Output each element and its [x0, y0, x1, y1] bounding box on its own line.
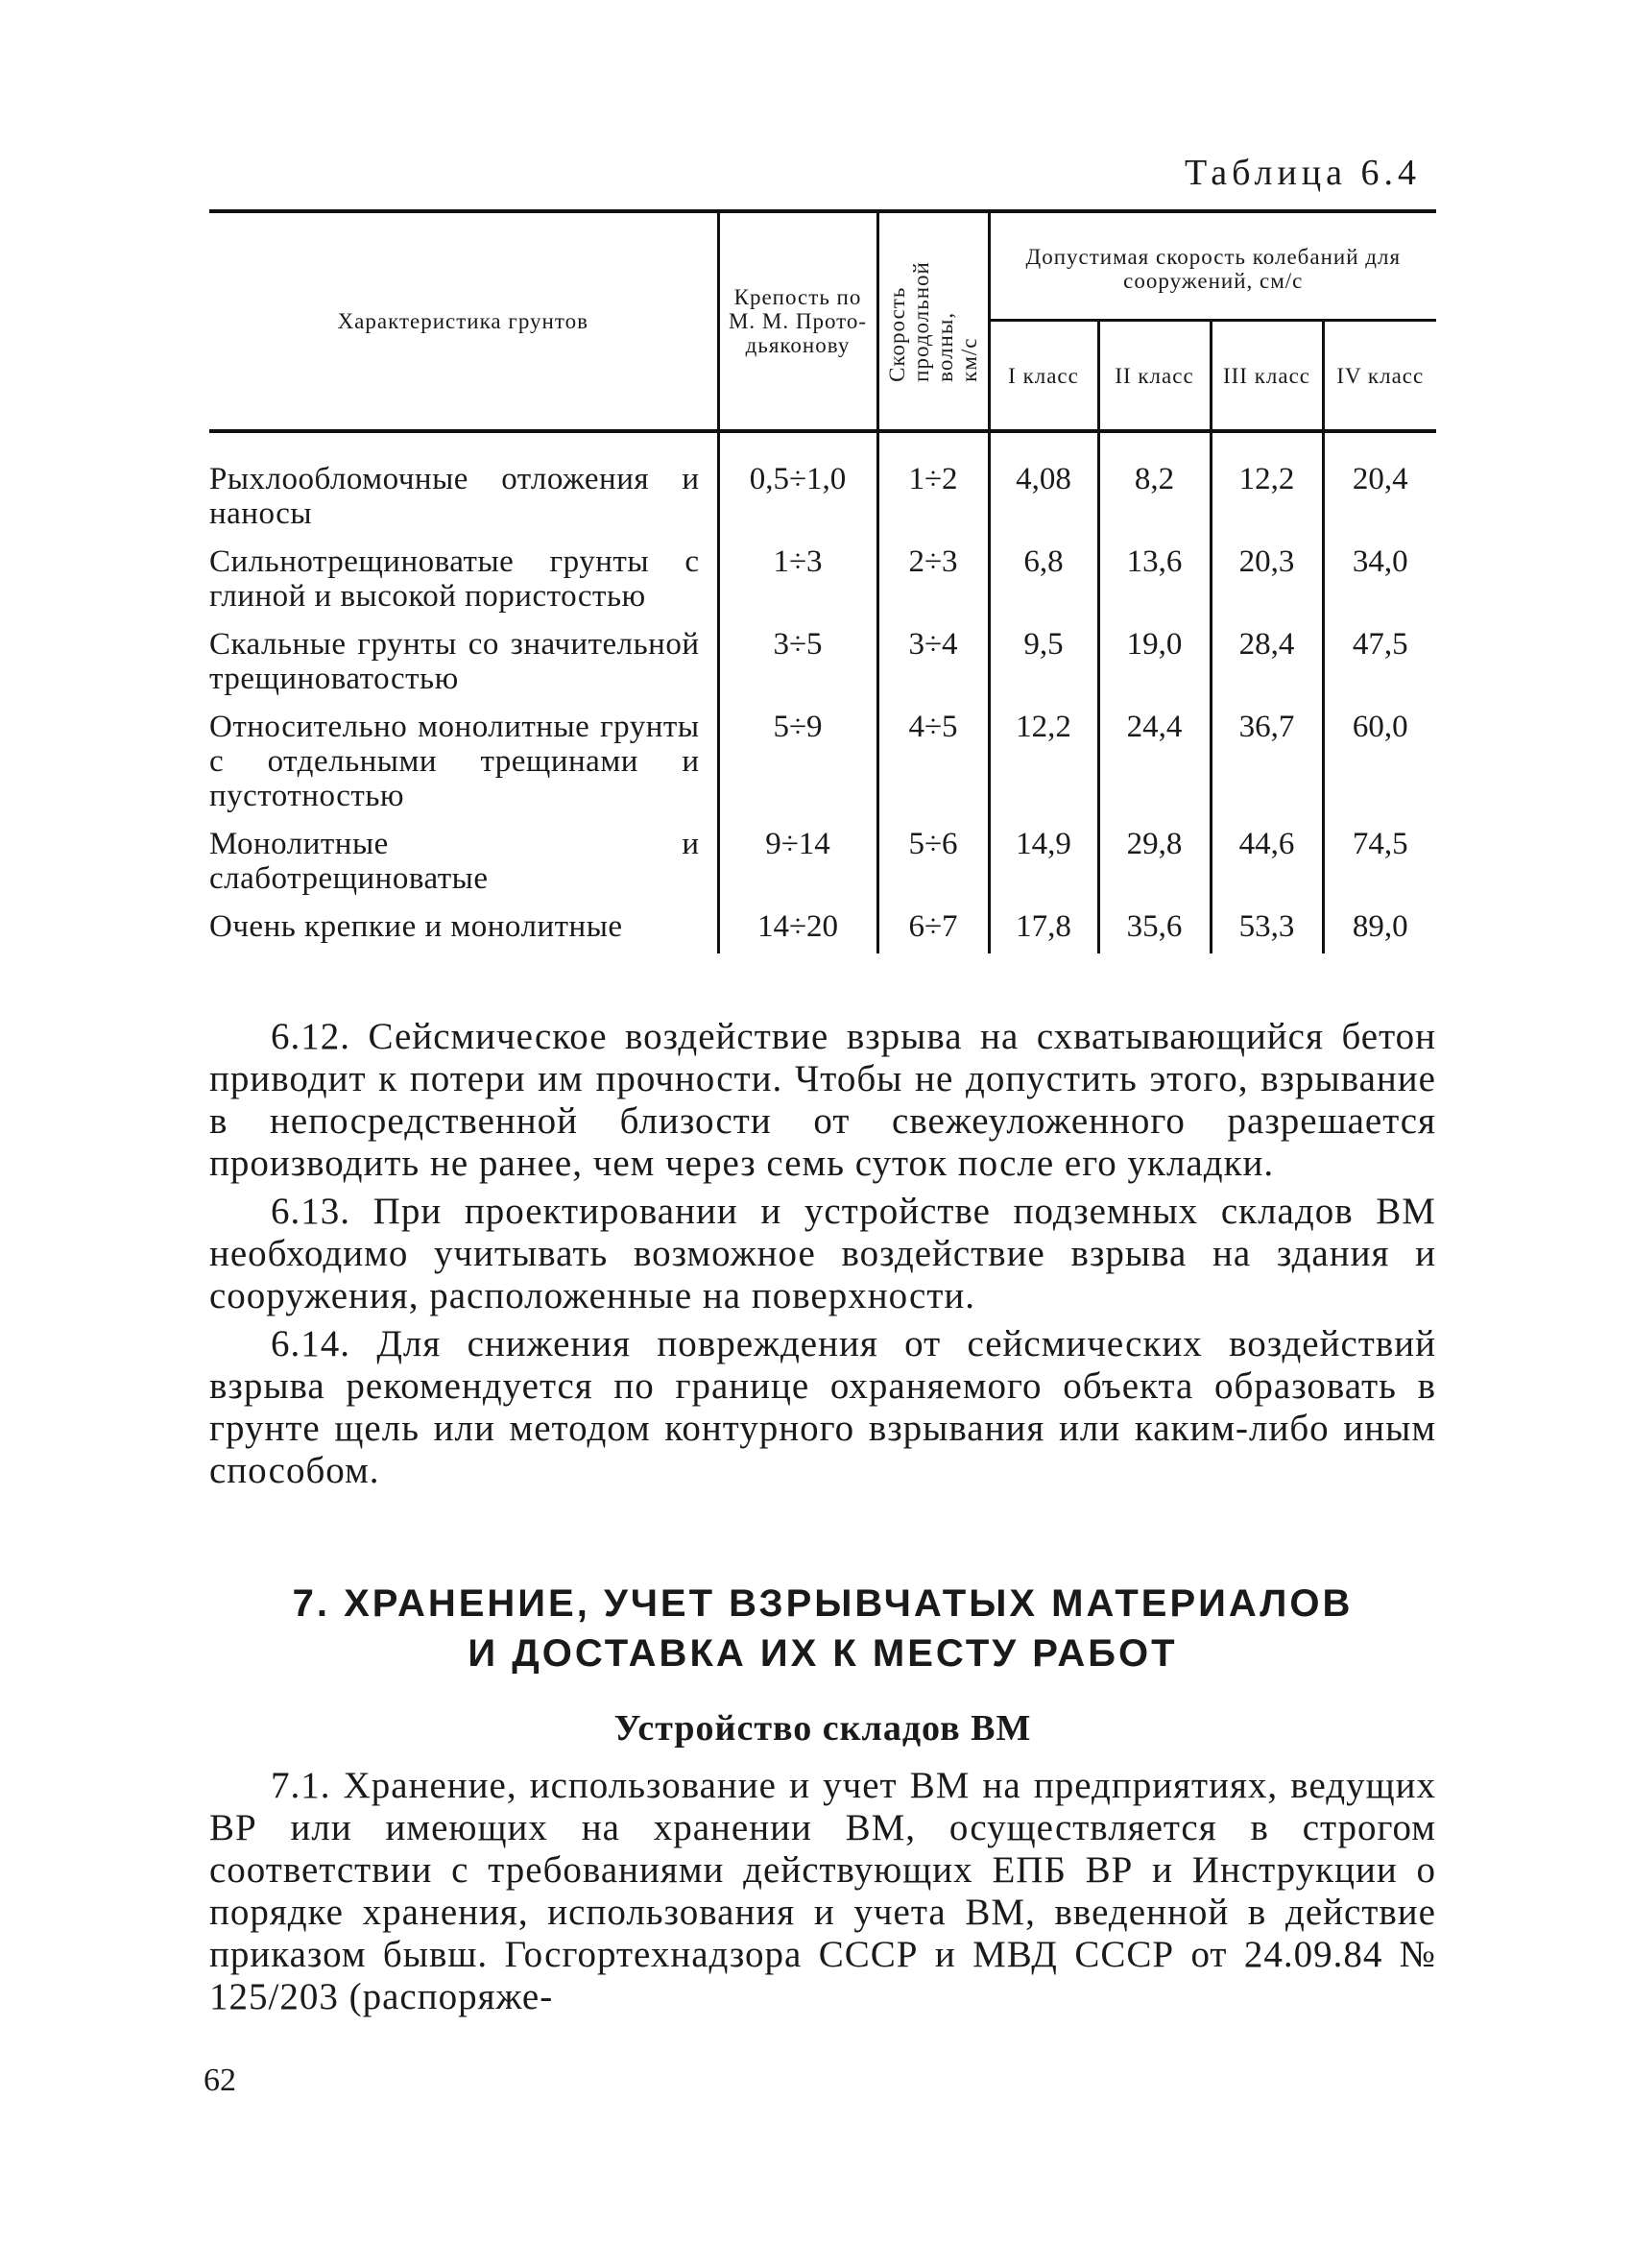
subsection-title: Устройство складов ВМ — [613, 1708, 1032, 1749]
cell-strength: 9÷14 — [718, 823, 877, 905]
cell-class-4: 34,0 — [1323, 541, 1436, 623]
cell-class-2: 13,6 — [1098, 541, 1211, 623]
header-strength: Крепость по М. М. Прото-дьяконову — [718, 211, 877, 431]
cell-class-2: 29,8 — [1098, 823, 1211, 905]
table-row — [209, 706, 1436, 823]
header-wave-speed-line-2: продольной — [909, 260, 934, 382]
header-wave-speed-line-3: волны, — [933, 311, 958, 382]
paragraphs-section-6 — [209, 1016, 1436, 1498]
section-title-line-1: 7. ХРАНЕНИЕ, УЧЕТ ВЗРЫВЧАТЫХ МАТЕРИАЛОВ — [292, 1582, 1354, 1625]
cell-class-2: 35,6 — [1098, 905, 1211, 953]
cell-speed: 1÷2 — [877, 431, 989, 541]
cell-description: Рыхлообломочные отложения и наносы — [209, 462, 700, 531]
cell-class-4: 74,5 — [1323, 823, 1436, 905]
header-permissible-speed: Допустимая скорость колебаний для сооружений, см/с — [989, 211, 1436, 321]
cell-class-3: 28,4 — [1211, 623, 1323, 706]
cell-class-1: 4,08 — [989, 431, 1098, 541]
cell-class-1: 9,5 — [989, 623, 1098, 706]
cell-class-1: 6,8 — [989, 541, 1098, 623]
section-title-line-2: И ДОСТАВКА ИХ К МЕСТУ РАБОТ — [468, 1632, 1178, 1675]
cell-class-3: 12,2 — [1211, 431, 1323, 541]
cell-strength: 5÷9 — [718, 706, 877, 823]
header-class-1: I класс — [989, 321, 1098, 432]
cell-class-1: 12,2 — [989, 706, 1098, 823]
header-class-2: II класс — [1098, 321, 1211, 432]
soil-vibration-table — [209, 209, 1436, 953]
cell-class-2: 8,2 — [1098, 431, 1211, 541]
cell-description: Скальные грунты со значительной трещиноватостью — [209, 627, 700, 696]
header-wave-speed-line-1: Скорость — [885, 286, 910, 382]
table-caption: Таблица 6.4 — [1184, 153, 1421, 193]
paragraph-6-12: 6.12. Сейсмическое воздействие взрыва на схватывающийся бетон приводит к потери им прочности. Чтобы не допустить этого, взрывание в непосредственной близости от свежеуложенного разрешается производить не ранее, чем через семь суток после его укладки. — [209, 1016, 1436, 1184]
cell-class-4: 60,0 — [1323, 706, 1436, 823]
paragraphs-section-7 — [209, 1765, 1436, 2024]
cell-class-3: 36,7 — [1211, 706, 1323, 823]
table-row — [209, 823, 1436, 905]
cell-strength: 3÷5 — [718, 623, 877, 706]
table-row — [209, 431, 1436, 541]
cell-strength: 1÷3 — [718, 541, 877, 623]
cell-class-4: 89,0 — [1323, 905, 1436, 953]
cell-class-3: 53,3 — [1211, 905, 1323, 953]
cell-class-1: 17,8 — [989, 905, 1098, 953]
cell-class-4: 47,5 — [1323, 623, 1436, 706]
cell-speed: 2÷3 — [877, 541, 989, 623]
header-wave-speed — [877, 211, 989, 431]
section-7-title — [209, 1579, 1436, 1678]
cell-class-3: 20,3 — [1211, 541, 1323, 623]
cell-description: Относительно монолитные грунты с отдельными трещинами и пустотностью — [209, 710, 700, 813]
cell-speed: 6÷7 — [877, 905, 989, 953]
cell-strength: 14÷20 — [718, 905, 877, 953]
cell-class-2: 19,0 — [1098, 623, 1211, 706]
cell-class-3: 44,6 — [1211, 823, 1323, 905]
header-characteristic: Характеристика грунтов — [337, 309, 588, 333]
cell-class-1: 14,9 — [989, 823, 1098, 905]
cell-class-4: 20,4 — [1323, 431, 1436, 541]
header-class-3: III класс — [1211, 321, 1323, 432]
table-row — [209, 905, 1436, 953]
paragraph-6-13: 6.13. При проектировании и устройстве подземных складов ВМ необходимо учитывать возможное воздействие взрыва на здания и сооружения, расположенные на поверхности. — [209, 1191, 1436, 1316]
paragraph-6-14: 6.14. Для снижения повреждения от сейсмических воздействий взрыва рекомендуется по границе охраняемого объекта образовать в грунте щель или методом контурного взрывания или каким-либо иным способом. — [209, 1323, 1436, 1491]
header-wave-speed-line-4: км/с — [957, 336, 982, 382]
cell-description: Сильнотрещиноватые грунты с глиной и высокой пористостью — [209, 544, 700, 614]
table-row — [209, 541, 1436, 623]
cell-description: Очень крепкие и монолитные — [209, 909, 623, 944]
cell-strength: 0,5÷1,0 — [718, 431, 877, 541]
cell-speed: 3÷4 — [877, 623, 989, 706]
paragraph-7-1: 7.1. Хранение, использование и учет ВМ на предприятиях, ведущих ВР или имеющих на хранении ВМ, осуществляется в строгом соответствии с требованиями действующих ЕПБ ВР и Инструкции о порядке хранения, использования и учета ВМ, введенной в действие приказом бывш. Госгортехнадзора СССР и МВД СССР от 24.09.84 № 125/203 (распоряже- — [209, 1765, 1436, 2017]
cell-description: Монолитные и слаботрещиноватые — [209, 827, 700, 896]
cell-class-2: 24,4 — [1098, 706, 1211, 823]
header-class-4: IV класс — [1323, 321, 1436, 432]
cell-speed: 4÷5 — [877, 706, 989, 823]
page-number: 62 — [204, 2063, 236, 2098]
table-row — [209, 623, 1436, 706]
cell-speed: 5÷6 — [877, 823, 989, 905]
